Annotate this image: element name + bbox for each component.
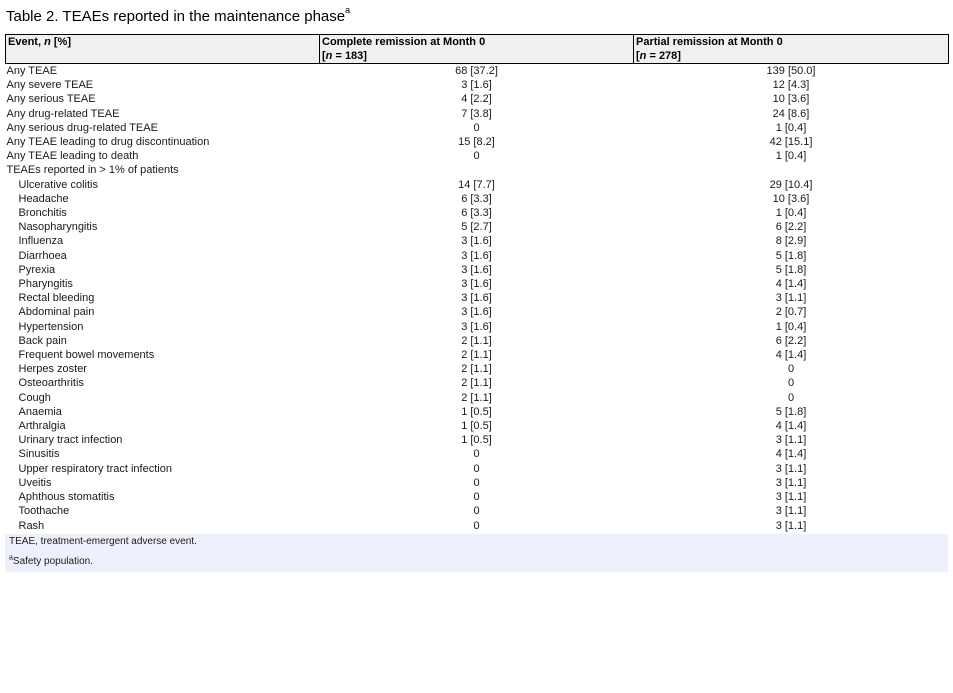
- complete-remission-cell: 1 [0.5]: [461, 405, 492, 418]
- complete-remission-cell: 0: [473, 448, 480, 461]
- table-row: [6, 277, 949, 291]
- partial-remission-cell: 0: [787, 363, 795, 376]
- event-cell: Hypertension: [18, 320, 84, 333]
- partial-remission-cell: 0: [787, 377, 795, 390]
- table-row: [6, 291, 949, 305]
- event-cell: Toothache: [18, 505, 70, 518]
- complete-remission-cell: 2 [1.1]: [461, 334, 492, 347]
- table-row: [6, 178, 949, 192]
- event-cell: Influenza: [18, 235, 64, 248]
- footnote-safety: [9, 556, 93, 567]
- table-title: [6, 6, 350, 28]
- event-cell: Uveitis: [18, 476, 52, 489]
- complete-remission-cell: 1 [0.5]: [461, 420, 492, 433]
- event-cell: Nasopharyngitis: [18, 221, 98, 234]
- table-row: [6, 121, 949, 135]
- event-cell: Ulcerative colitis: [18, 178, 98, 191]
- partial-remission-cell: 6 [2.2]: [775, 221, 807, 234]
- event-cell: Frequent bowel movements: [18, 349, 155, 362]
- complete-remission-cell: 0: [473, 491, 480, 504]
- table-row: [6, 519, 949, 533]
- complete-remission-cell: 3 [1.6]: [461, 306, 492, 319]
- partial-remission-cell: 1 [0.4]: [775, 320, 807, 333]
- header-row: [6, 35, 949, 64]
- partial-remission-cell: 6 [2.2]: [775, 334, 807, 347]
- event-cell: Pyrexia: [18, 263, 56, 276]
- table-row: [6, 320, 949, 334]
- table-row: [6, 348, 949, 362]
- table-row: [6, 462, 949, 476]
- partial-remission-cell: 4 [1.4]: [775, 448, 807, 461]
- header-partial-label: Partial remission at Month 0: [636, 36, 783, 48]
- event-cell: Any serious TEAE: [6, 93, 96, 106]
- event-cell: Diarrhoea: [18, 249, 67, 262]
- complete-remission-cell: 3 [1.6]: [461, 292, 492, 305]
- header-complete-remission: [320, 35, 634, 64]
- table-row: [6, 149, 949, 163]
- event-cell: Any serious drug-related TEAE: [6, 121, 158, 134]
- partial-remission-cell: 4 [1.4]: [775, 420, 807, 433]
- teae-table: [5, 34, 949, 533]
- partial-remission-cell: 29 [10.4]: [769, 178, 813, 191]
- complete-remission-cell: 14 [7.7]: [458, 178, 495, 191]
- table-row: [6, 107, 949, 121]
- table-row: [6, 447, 949, 461]
- event-cell: Abdominal pain: [18, 306, 95, 319]
- partial-remission-cell: 3 [1.1]: [775, 476, 807, 489]
- table-row: [6, 334, 949, 348]
- complete-remission-cell: 3 [1.6]: [461, 278, 492, 291]
- partial-remission-cell: 139 [50.0]: [766, 65, 816, 77]
- complete-remission-cell: 2 [1.1]: [461, 349, 492, 362]
- table-container: [5, 34, 948, 533]
- header-partial-n: n: [639, 50, 647, 62]
- table-row: [6, 263, 949, 277]
- complete-remission-cell: 15 [8.2]: [458, 136, 495, 149]
- table-row: [6, 419, 949, 433]
- header-complete-count: = 183]: [332, 50, 367, 62]
- complete-remission-cell: 0: [473, 476, 480, 489]
- header-partial-remission: [634, 35, 949, 64]
- partial-remission-cell: 0: [787, 391, 795, 404]
- partial-remission-cell: 5 [1.8]: [775, 405, 807, 418]
- table-title-footnote-marker: a: [345, 5, 351, 15]
- complete-remission-cell: 3 [1.6]: [461, 320, 492, 333]
- event-cell: Any drug-related TEAE: [6, 107, 120, 120]
- header-event: [6, 35, 320, 64]
- event-cell: Headache: [18, 192, 69, 205]
- table-row: [6, 504, 949, 518]
- table-row: [6, 64, 949, 79]
- complete-remission-cell: 3 [1.6]: [461, 235, 492, 248]
- partial-remission-cell: 4 [1.4]: [775, 278, 807, 291]
- table-row: [6, 249, 949, 263]
- header-complete-label: Complete remission at Month 0: [322, 36, 486, 48]
- event-cell: TEAEs reported in > 1% of patients: [6, 164, 179, 177]
- partial-remission-cell: 10 [3.6]: [772, 93, 810, 106]
- event-cell: Sinusitis: [18, 448, 60, 461]
- table-row: [6, 391, 949, 405]
- table-row: [6, 206, 949, 220]
- partial-remission-cell: 10 [3.6]: [772, 192, 810, 205]
- partial-remission-cell: 1 [0.4]: [775, 150, 807, 163]
- table-row: [6, 433, 949, 447]
- partial-remission-cell: 24 [8.6]: [772, 107, 810, 120]
- partial-remission-cell: 1 [0.4]: [775, 207, 807, 220]
- event-cell: Arthralgia: [18, 420, 66, 433]
- partial-remission-cell: [634, 163, 949, 177]
- event-cell: Any TEAE leading to death: [6, 150, 139, 163]
- event-cell: Pharyngitis: [18, 278, 73, 291]
- footnote-abbreviation: TEAE, treatment-emergent adverse event.: [9, 536, 197, 547]
- partial-remission-cell: 5 [1.8]: [775, 249, 807, 262]
- partial-remission-cell: 4 [1.4]: [775, 349, 807, 362]
- table-row: [6, 78, 949, 92]
- header-event-suffix: [%]: [50, 36, 71, 48]
- table-row: [6, 163, 949, 177]
- complete-remission-cell: 2 [1.1]: [461, 363, 492, 376]
- table-row: [6, 234, 949, 248]
- partial-remission-cell: 5 [1.8]: [775, 263, 807, 276]
- event-cell: Rectal bleeding: [18, 292, 95, 305]
- complete-remission-cell: [320, 163, 634, 177]
- complete-remission-cell: 0: [473, 519, 480, 532]
- complete-remission-cell: 0: [473, 150, 480, 163]
- table-row: [6, 490, 949, 504]
- header-partial-bracket: [: [636, 50, 640, 62]
- partial-remission-cell: 42 [15.1]: [769, 136, 813, 149]
- header-event-prefix: Event,: [8, 36, 45, 48]
- table-footnotes: [5, 534, 948, 572]
- event-cell: Cough: [18, 391, 51, 404]
- complete-remission-cell: 0: [473, 121, 480, 134]
- partial-remission-cell: 3 [1.1]: [775, 505, 807, 518]
- partial-remission-cell: 3 [1.1]: [775, 519, 807, 532]
- partial-remission-cell: 1 [0.4]: [775, 121, 807, 134]
- table-row: [6, 220, 949, 234]
- complete-remission-cell: 3 [1.6]: [461, 79, 492, 92]
- header-complete-bracket: [: [322, 50, 326, 62]
- event-cell: Any TEAE leading to drug discontinuation: [6, 136, 210, 149]
- event-cell: Anaemia: [18, 405, 62, 418]
- table-row: [6, 305, 949, 319]
- footnote-marker: a: [9, 554, 13, 562]
- table-body: [6, 64, 949, 533]
- event-cell: Rash: [18, 519, 45, 532]
- event-cell: Any severe TEAE: [6, 79, 94, 92]
- event-cell: Bronchitis: [18, 207, 67, 220]
- header-partial-count: = 278]: [646, 50, 681, 62]
- header-complete-n: n: [325, 50, 333, 62]
- partial-remission-cell: 3 [1.1]: [775, 462, 807, 475]
- complete-remission-cell: 1 [0.5]: [461, 434, 492, 447]
- table-row: [6, 192, 949, 206]
- table-row: [6, 362, 949, 376]
- complete-remission-cell: 6 [3.3]: [461, 192, 492, 205]
- partial-remission-cell: 8 [2.9]: [775, 235, 807, 248]
- footnote-text: Safety population.: [12, 556, 93, 567]
- complete-remission-cell: 2 [1.1]: [461, 377, 492, 390]
- complete-remission-cell: 2 [1.1]: [461, 391, 492, 404]
- table-row: [6, 376, 949, 390]
- event-cell: Herpes zoster: [18, 363, 87, 376]
- header-event-n: n: [44, 36, 51, 48]
- event-cell: Back pain: [18, 334, 67, 347]
- partial-remission-cell: 12 [4.3]: [772, 79, 810, 92]
- table-title-text: Table 2. TEAEs reported in the maintenance phase: [6, 8, 346, 25]
- complete-remission-cell: 0: [473, 462, 480, 475]
- complete-remission-cell: 7 [3.8]: [461, 107, 492, 120]
- complete-remission-cell: 3 [1.6]: [461, 249, 492, 262]
- complete-remission-cell: 4 [2.2]: [461, 93, 492, 106]
- partial-remission-cell: 3 [1.1]: [775, 434, 807, 447]
- table-header: [6, 35, 949, 64]
- complete-remission-cell: 0: [473, 505, 480, 518]
- event-cell: Urinary tract infection: [18, 434, 123, 447]
- complete-remission-cell: 68 [37.2]: [455, 65, 498, 77]
- event-cell: Osteoarthritis: [18, 377, 84, 390]
- complete-remission-cell: 3 [1.6]: [461, 263, 492, 276]
- partial-remission-cell: 3 [1.1]: [775, 292, 807, 305]
- event-cell: Aphthous stomatitis: [18, 491, 115, 504]
- table-row: [6, 476, 949, 490]
- table-row: [6, 405, 949, 419]
- complete-remission-cell: 5 [2.7]: [461, 221, 492, 234]
- table-row: [6, 92, 949, 106]
- event-cell: Upper respiratory tract infection: [18, 462, 172, 475]
- event-cell: Any TEAE: [6, 65, 58, 77]
- table-row: [6, 135, 949, 149]
- partial-remission-cell: 2 [0.7]: [775, 306, 807, 319]
- partial-remission-cell: 3 [1.1]: [775, 491, 807, 504]
- complete-remission-cell: 6 [3.3]: [461, 207, 492, 220]
